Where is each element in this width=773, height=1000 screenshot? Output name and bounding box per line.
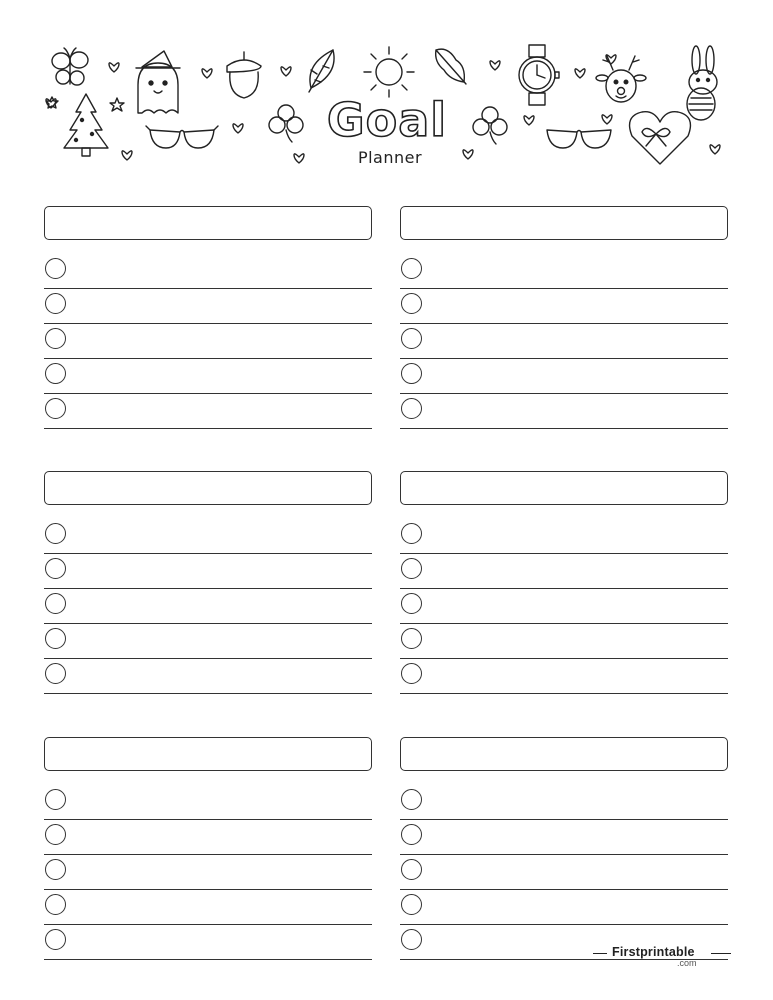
- goal-row: [44, 358, 372, 394]
- goal-heading-field[interactable]: [400, 206, 728, 240]
- goal-checkbox[interactable]: [45, 328, 66, 349]
- brand-domain: .com: [677, 958, 697, 968]
- goal-text-line[interactable]: [428, 323, 728, 358]
- goal-row: [400, 253, 728, 289]
- goal-checkbox[interactable]: [401, 929, 422, 950]
- goal-row: [400, 623, 728, 659]
- goal-text-line[interactable]: [428, 588, 728, 623]
- goal-text-line[interactable]: [72, 658, 372, 693]
- goal-row: [44, 889, 372, 925]
- goal-checkbox[interactable]: [45, 789, 66, 810]
- goal-checkbox[interactable]: [401, 258, 422, 279]
- goal-heading-field[interactable]: [44, 737, 372, 771]
- brand-logo: [593, 945, 731, 971]
- page-title-text: Goal: [326, 93, 448, 147]
- page-title: [316, 92, 458, 148]
- goal-text-line[interactable]: [72, 518, 372, 553]
- goal-checkbox[interactable]: [45, 894, 66, 915]
- goal-text-line[interactable]: [428, 819, 728, 854]
- shamrock-icon: [269, 105, 303, 142]
- goal-text-line[interactable]: [428, 518, 728, 553]
- heart-gift-box-icon: [630, 112, 691, 164]
- goal-text-line[interactable]: [72, 819, 372, 854]
- goal-row: [44, 819, 372, 855]
- goal-row: [44, 784, 372, 820]
- goal-checkbox[interactable]: [45, 293, 66, 314]
- goal-row: [400, 323, 728, 359]
- goal-row: [400, 854, 728, 890]
- goal-checkbox[interactable]: [401, 328, 422, 349]
- goal-row: [44, 288, 372, 324]
- goal-text-line[interactable]: [72, 358, 372, 393]
- sunglasses-icon: [146, 126, 218, 148]
- goal-text-line[interactable]: [72, 889, 372, 924]
- goal-text-line[interactable]: [428, 288, 728, 323]
- goal-checkbox[interactable]: [401, 293, 422, 314]
- goal-text-line[interactable]: [72, 854, 372, 889]
- goal-checkbox[interactable]: [45, 558, 66, 579]
- reindeer-icon: [596, 56, 646, 102]
- brand-name: Firstprintable: [612, 945, 695, 959]
- goal-text-line[interactable]: [428, 393, 728, 428]
- acorn-icon: [227, 52, 261, 98]
- goal-text-line[interactable]: [72, 288, 372, 323]
- goal-text-line[interactable]: [72, 553, 372, 588]
- brand-divider: [593, 953, 607, 954]
- goal-heading-field[interactable]: [44, 206, 372, 240]
- wristwatch-icon: [519, 45, 559, 105]
- goal-row: [400, 658, 728, 694]
- goal-text-line[interactable]: [72, 393, 372, 428]
- ghost-witch-icon: [136, 51, 180, 113]
- goal-row: [400, 288, 728, 324]
- goal-text-line[interactable]: [72, 784, 372, 819]
- goal-text-line[interactable]: [72, 253, 372, 288]
- goal-checkbox[interactable]: [45, 663, 66, 684]
- goal-row: [400, 588, 728, 624]
- goal-checkbox[interactable]: [45, 929, 66, 950]
- goal-row: [400, 784, 728, 820]
- goal-checkbox[interactable]: [401, 859, 422, 880]
- sun-icon: [364, 47, 414, 97]
- goal-checkbox[interactable]: [401, 663, 422, 684]
- goal-text-line[interactable]: [428, 784, 728, 819]
- goal-checkbox[interactable]: [401, 523, 422, 544]
- goal-text-line[interactable]: [428, 553, 728, 588]
- goal-row: [44, 253, 372, 289]
- goal-row: [44, 854, 372, 890]
- goal-checkbox[interactable]: [401, 363, 422, 384]
- goal-heading-field[interactable]: [400, 737, 728, 771]
- sunglasses-icon: [547, 130, 611, 148]
- goal-checkbox[interactable]: [45, 628, 66, 649]
- goal-text-line[interactable]: [72, 588, 372, 623]
- oak-leaf-icon: [436, 49, 466, 84]
- goal-row: [44, 588, 372, 624]
- goal-row: [44, 658, 372, 694]
- goal-checkbox[interactable]: [401, 628, 422, 649]
- goal-row: [44, 393, 372, 429]
- goal-row: [400, 358, 728, 394]
- goal-text-line[interactable]: [428, 889, 728, 924]
- goal-checkbox[interactable]: [45, 398, 66, 419]
- goal-checkbox[interactable]: [401, 894, 422, 915]
- goal-text-line[interactable]: [72, 623, 372, 658]
- christmas-tree-icon: [64, 94, 108, 156]
- goal-text-line[interactable]: [428, 358, 728, 393]
- goal-checkbox[interactable]: [45, 593, 66, 614]
- goal-checkbox[interactable]: [401, 593, 422, 614]
- goal-row: [44, 924, 372, 960]
- goal-checkbox[interactable]: [45, 824, 66, 845]
- goal-checkbox[interactable]: [401, 558, 422, 579]
- goal-row: [44, 518, 372, 554]
- goal-text-line[interactable]: [428, 623, 728, 658]
- goal-row: [400, 819, 728, 855]
- goal-text-line[interactable]: [72, 924, 372, 959]
- goal-text-line[interactable]: [428, 854, 728, 889]
- goal-checkbox[interactable]: [45, 859, 66, 880]
- leaf-icon: [309, 50, 334, 92]
- goal-row: [44, 553, 372, 589]
- goal-heading-field[interactable]: [400, 471, 728, 505]
- goal-row: [400, 889, 728, 925]
- goal-checkbox[interactable]: [401, 398, 422, 419]
- goal-checkbox[interactable]: [45, 523, 66, 544]
- goal-checkbox[interactable]: [45, 363, 66, 384]
- goal-row: [400, 518, 728, 554]
- goal-checkbox[interactable]: [401, 824, 422, 845]
- brand-divider: [711, 953, 731, 954]
- star-icon: [46, 97, 124, 111]
- goal-row: [44, 623, 372, 659]
- page-subtitle: Planner: [357, 148, 423, 167]
- goal-heading-field[interactable]: [44, 471, 372, 505]
- goal-checkbox[interactable]: [401, 789, 422, 810]
- bunny-egg-icon: [687, 46, 717, 120]
- goal-checkbox[interactable]: [45, 258, 66, 279]
- butterfly-icon: [52, 48, 88, 85]
- shamrock-icon: [473, 107, 507, 144]
- goal-text-line[interactable]: [428, 658, 728, 693]
- goal-row: [44, 323, 372, 359]
- goal-row: [400, 393, 728, 429]
- goal-text-line[interactable]: [72, 323, 372, 358]
- goal-text-line[interactable]: [428, 253, 728, 288]
- goal-row: [400, 553, 728, 589]
